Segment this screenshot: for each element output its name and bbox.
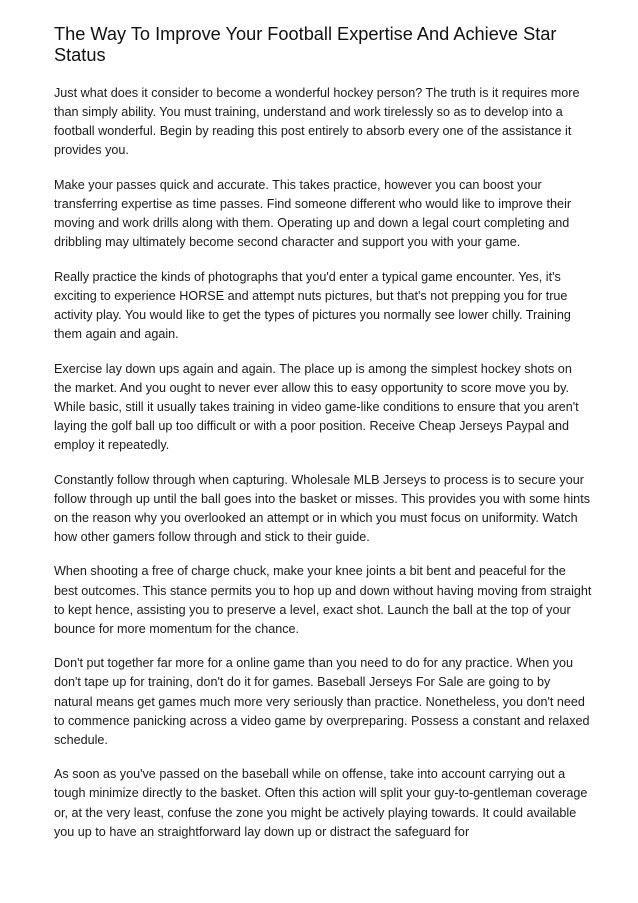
paragraph: Constantly follow through when capturing. Wholesale MLB Jerseys to process is to secure your follow through up until the ball goes into the basket or misses. This provides you with some hints on the reason why you overlooked an attempt or in which you must focus on uniformity. Watch how other gamers follow through and stick to their guide. [54, 472, 590, 544]
paragraph: Really practice the kinds of photographs that you'd enter a typical game encounter. Yes, it's exciting to experience HORSE and attempt nuts pictures, but that's not prepping you for true activity play. You would like to get the types of pictures you normally see lower chilly. Training them again and again. [54, 269, 571, 342]
paragraph: When shooting a free of charge chuck, make your knee joints a bit bent and peaceful for the best outcomes. This stance permits you to hop up and down without having moving from straight to kept hence, assisting you to preserve a level, exact shot. Launch the ball at the top of your bounce for more momentum for the chance. [54, 564, 592, 636]
paragraph: Exercise lay down ups again and again. The place up is among the simplest hockey shots on the market. And you ought to never ever allow this to easy opportunity to score move you by. While basic, still it usually takes training in video game-like conditions to ensure that you aren't laying the golf ball up too difficult or with a poor position. Receive Cheap Jerseys Paypal and employ it repeatedly. [54, 361, 579, 452]
paragraph: Just what does it consider to become a wonderful hockey person? The truth is it requires more than simply ability. You must training, understand and work tirelessly so as to develop into a football wonderful. Begin by reading this post entirely to absorb every one of the assistance it provides you. [54, 86, 580, 158]
paragraph: As soon as you've passed on the baseball while on offense, take into account carrying out a tough minimize directly to the basket. Often this action will split your guy-to-gentleman coverage or, at the very least, confuse the zone you might be actively playing towards. It could available you up to have an straightforward lay down up or distract the safeguard for [54, 767, 588, 839]
paragraph: Don't put together far more for a online game than you need to do for any practice. When you don't tape up for training, don't do it for games. Baseball Jerseys For Sale are going to by natural means get games much more very seriously than practice. Nonetheless, you don't need to commence panicking across a video game by overpreparing. Possess a constant and relaxed schedule. [54, 656, 590, 747]
document-content [54, 24, 592, 857]
document-title: The Way To Improve Your Football Expertise And Achieve Star Status [54, 24, 557, 65]
paragraph: Make your passes quick and accurate. This takes practice, however you can boost your transferring expertise as time passes. Find someone different who would like to improve their moving and work drills along with them. Operating up and down a legal court completing and dribbling may ultimately become second character and support you with your game. [54, 177, 572, 250]
